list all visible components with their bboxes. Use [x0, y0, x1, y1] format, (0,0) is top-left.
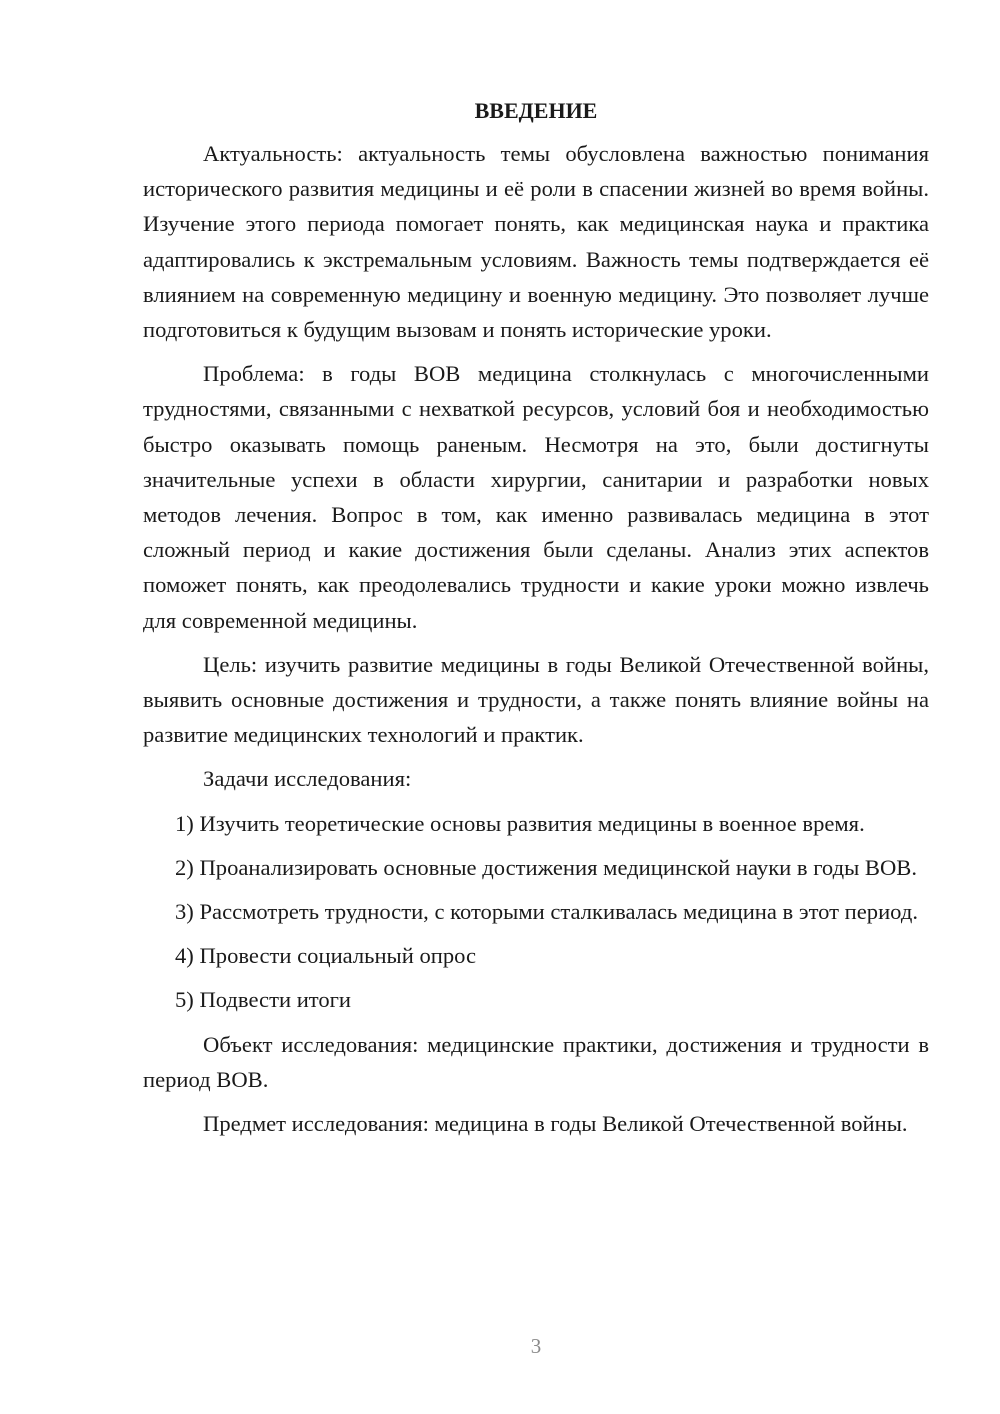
paragraph-problem: Проблема: в годы ВОВ медицина столкнулась с многочисленными трудностями, связанными с нехваткой ресурсов, условий боя и необходимостью быстро оказывать помощь раненым. Несмотря на это, были достигнуты значительные успехи в области хирургии, санитарии и разработки новых методов лечения. Вопрос в том, как именно развивалась медицина в этот сложный период и какие достижения были сделаны. Анализ этих аспектов поможет понять, как преодолевались трудности и какие уроки можно извлечь для современной медицины. [143, 361, 929, 633]
paragraph-tasks-heading: Задачи исследования: [203, 766, 412, 792]
document-page [143, 93, 929, 1150]
list-item: 1) Изучить теоретические основы развития медицины в военное время. [175, 810, 865, 836]
paragraph-subject: Предмет исследования: медицина в годы Великой Отечественной войны. [203, 1111, 908, 1137]
paragraph-goal: Цель: изучить развитие медицины в годы Великой Отечественной войны, выявить основные достижения и трудности, а также понять влияние войны на развитие медицинских технологий и практик. [143, 651, 929, 748]
page-number: 3 [530, 1334, 542, 1358]
list-item: 4) Провести социальный опрос [175, 943, 477, 969]
list-item: 2) Проанализировать основные достижения медицинской науки в годы ВОВ. [175, 854, 918, 880]
list-item: 5) Подвести итоги [175, 987, 352, 1013]
paragraph-object: Объект исследования: медицинские практики, достижения и трудности в период ВОВ. [143, 1031, 929, 1092]
task-list [143, 806, 929, 1018]
paragraph-relevance: Актуальность: актуальность темы обусловлена важностью понимания исторического развития медицины и её роли в спасении жизней во время войны. Изучение этого периода помогает понять, как медицинская наука и практика адаптировались к экстремальным условиям. Важность темы подтверждается её влиянием на современную медицину и военную медицину. Это позволяет лучше подготовиться к будущим вызовам и понять исторические уроки. [143, 141, 929, 343]
list-item: 3) Рассмотреть трудности, с которыми сталкивалась медицина в этот период. [175, 899, 918, 925]
page-title: ВВЕДЕНИЕ [474, 98, 598, 123]
